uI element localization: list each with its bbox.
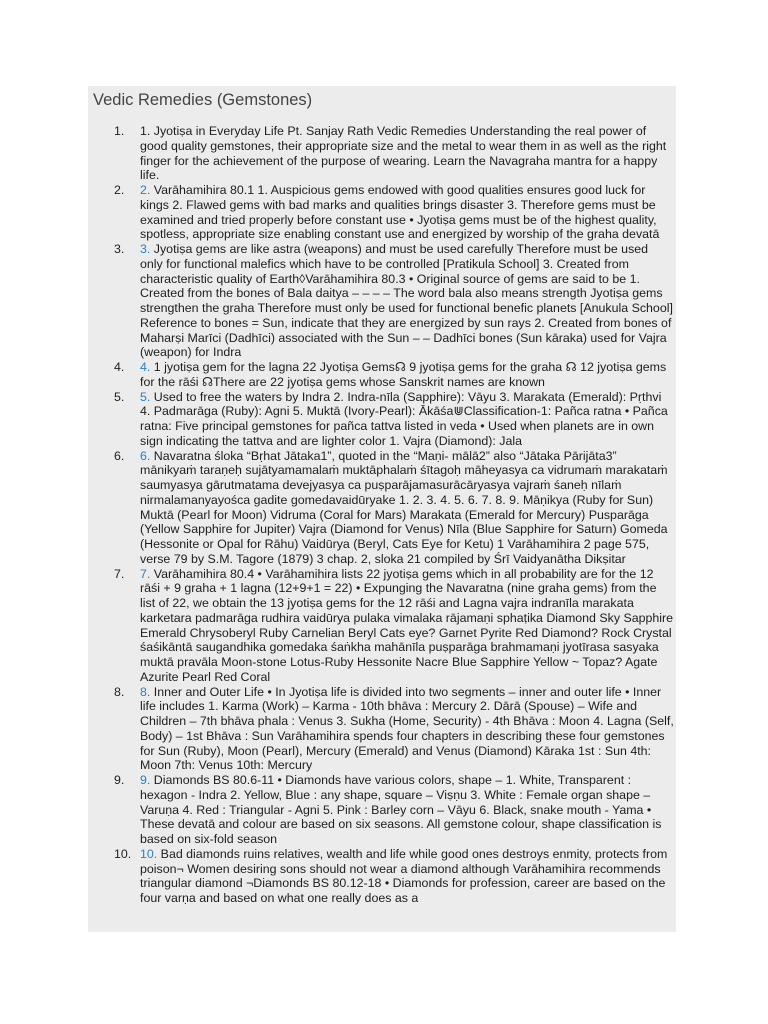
- list-marker: 10.: [114, 846, 132, 861]
- item-text: Jyotiṣa gems are like astra (weapons) and must be used carefully Therefore must be used only for functional malefics which have to be controlled [Pratikula School] 3. Created from characteristic quality of Earth◊Varāhamihira 80.3 • Original source of gems are said to be 1. Created from the bones of Bala daitya – – – – The word bala also means strength Jyotiṣa gems strengthen the graha Therefore must only be used for functional benefic planets [Anukula School] Reference to bones = Sun, indicate that they are energized by sun rays 2. Created from bones of Maharṣi Marīci (Dadhīci) associated with the Sun – – Dadhīci bones (Sun kāraka) used for Vajra (weapon) for Indra: [140, 242, 673, 360]
- list-marker: 9.: [114, 773, 125, 787]
- remedies-list: [88, 111, 676, 906]
- list-marker: 5.: [114, 389, 125, 404]
- list-marker: 4.: [114, 360, 125, 374]
- item-text: Diamonds BS 80.6-11 • Diamonds have various colors, shape – 1. White, Transparent : hexagon - Indra 2. Yellow, Blue : any shape, square – Viṣṇu 3. White : Female organ shape – Varuṇa 4. Red : Triangular - Agni 5. Pink : Barley corn – Vāyu 6. Black, snake mouth - Yama • These devatā and colour are based on six seasons. All gemstone colour, shape classification is based on six-fold season: [140, 773, 662, 846]
- item-number-link[interactable]: 3.: [140, 242, 151, 256]
- list-item: [88, 567, 676, 685]
- list-marker: 1.: [114, 124, 125, 138]
- list-item: [88, 360, 676, 390]
- page-title: Vedic Remedies (Gemstones): [93, 91, 313, 109]
- list-item: [88, 847, 676, 906]
- list-item: [88, 449, 676, 567]
- item-text: Bad diamonds ruins relatives, wealth and life while good ones destroys enmity, protects from poison¬ Women desiring sons should not wear a diamond although Varāhamihira recommends triangular diamond ¬Diamonds BS 80.12-18 • Diamonds for profession, career are based on the four varṇa and based on what one really does as a: [140, 846, 668, 905]
- item-text: Varāhamihira 80.4 • Varāhamihira lists 22 jyotiṣa gems which in all probability are for the 12 rāśi + 9 graha + 1 lagna (12+9+1 = 22) • Expunging the Navaratna (nine graha gems) from the list of 22, we obtain the 13 jyotiṣa gems for the 12 rāśi and Lagna vajra indranīla marakata karketara padmarāga rudhira vaidūrya pulaka vimalaka rājamaṇi sphaṭika Diamond Sky Sapphire Emerald Chrysoberyl Ruby Carnelian Beryl Cats eye? Garnet Pyrite Red Diamond? Rock Crystal śaśikāntā saugandhika gomedaka śaṅkha mahānīla puṣparāga brahmamaṇi jyotīrasa sasyaka muktā pravāla Moon-stone Lotus-Ruby Hessonite Nacre Blue Sapphire Yellow ~ Topaz? Agate Azurite Pearl Red Coral: [140, 566, 674, 684]
- item-text: Inner and Outer Life • In Jyotiṣa life is divided into two segments – inner and outer life • Inner life includes 1. Karma (Work) – Karma - 10th bhāva : Mercury 2. Dārā (Spouse) – Wife and Children – 7th bhāva phala : Venus 3. Sukha (Home, Security) - 4th Bhāva : Moon 4. Lagna (Self, Body) – 1st Bhāva : Sun Varāhamihira spends four chapters in describing these four gemstones for Sun (Ruby), Moon (Pearl), Mercury (Emerald) and Venus (Diamond) Kāraka 1st : Sun 4th: Moon 7th: Venus 10th: Mercury: [140, 684, 674, 773]
- list-item: [88, 390, 676, 449]
- list-item: [88, 773, 676, 847]
- item-number-link[interactable]: 6.: [140, 448, 151, 463]
- item-text: 1 jyotiṣa gem for the lagna 22 Jyotiṣa Gems☊ 9 jyotiṣa gems for the graha ☊ 12 jyotiṣa gems for the rāśi ☊There are 22 jyotiṣa gems whose Sanskrit names are known: [140, 360, 667, 389]
- list-item: [88, 183, 676, 242]
- list-marker: 3.: [114, 242, 125, 256]
- item-number-link[interactable]: 2.: [140, 183, 151, 197]
- item-number-link[interactable]: 8.: [140, 684, 151, 699]
- item-text: 1. Jyotiṣa in Everyday Life Pt. Sanjay Rath Vedic Remedies Understanding the real power of good quality gemstones, their appropriate size and the metal to wear them in as well as the right finger for the achievement of the purpose of wearing. Learn the Navagraha mantra for a happy life.: [140, 124, 667, 183]
- item-text: Used to free the waters by Indra 2. Indra-nīla (Sapphire): Vāyu 3. Marakata (Emerald): Pṛthvi 4. Padmarāga (Ruby): Agni 5. Muktā (Ivory-Pearl): Ākāśa⋓Classification-1: Pañca ratna • Pañca ratna: Five principal gemstones for pañca tattva listed in veda • Used when planets are in own sign indicating the tattva and are lighter color 1. Vajra (Diamond): Jala: [140, 389, 668, 448]
- item-number-link[interactable]: 5.: [140, 389, 151, 404]
- list-marker: 8.: [114, 684, 125, 699]
- item-text: Navaratna śloka “Bṛhat Jātaka1”, quoted in the “Maṇi- mālā2” also “Jātaka Pārijāta3” mānikyaṁ taraṇeḥ sujātyamamalaṁ muktāphalaṁ śītagoḥ māheyasya ca vidrumaṁ marakataṁ saumyasya gārutmatama devejyasya ca puṣparājamasurācāryasya vajraṁ śaneḥ nīlaṁ nirmalamanyayośca gadite gomedavaidūryake 1. 2. 3. 4. 5. 6. 7. 8. 9. Māṇikya (Ruby for Sun) Muktā (Pearl for Moon) Vidruma (Coral for Mars) Marakata (Emerald for Mercury) Pusparāga (Yellow Sapphire for Jupiter) Vajra (Diamond for Venus) Nīla (Blue Sapphire for Saturn) Gomeda (Hessonite or Opal for Rāhu) Vaidūrya (Beryl, Cats Eye for Ketu) 1 Varāhamihira 2 page 575, verse 79 by S.M. Tagore (1879) 3 chap. 2, sloka 21 compiled by Śrī Vaidyanātha Dikṣitar: [140, 448, 668, 566]
- item-number-link[interactable]: 10.: [140, 846, 158, 861]
- list-item: [88, 685, 676, 774]
- list-marker: 7.: [114, 566, 125, 581]
- item-text: Varāhamihira 80.1 1. Auspicious gems endowed with good qualities ensures good luck for kings 2. Flawed gems with bad marks and qualities brings disaster 3. Therefore gems must be examined and tried properly before constant use • Jyotiṣa gems must be of the highest quality, spotless, appropriate size enabling constant use and energized by worship of the graha devatā: [140, 183, 660, 242]
- item-number-link[interactable]: 4.: [140, 360, 151, 374]
- list-marker: 6.: [114, 448, 125, 463]
- list-item: [88, 124, 676, 183]
- document-panel: [88, 86, 676, 932]
- item-number-link[interactable]: 7.: [140, 566, 151, 581]
- list-marker: 2.: [114, 183, 125, 197]
- item-number-link[interactable]: 9.: [140, 773, 151, 787]
- list-item: [88, 242, 676, 360]
